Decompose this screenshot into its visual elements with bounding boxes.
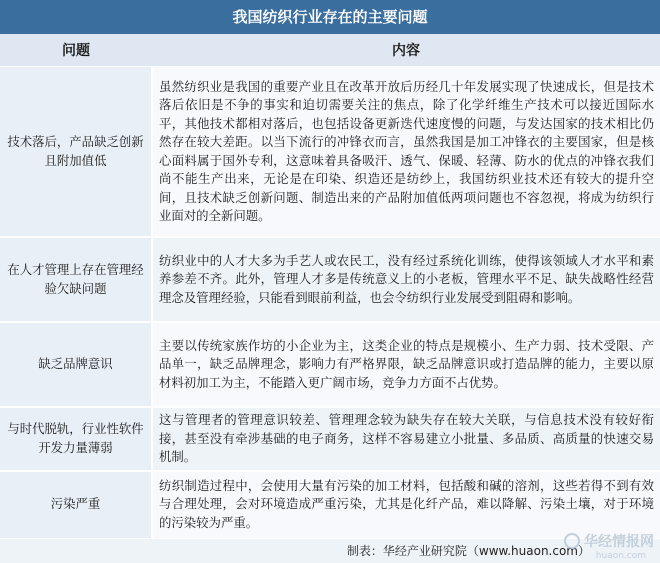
content-cell: 纺织业中的人才大多为手艺人或农民工，没有经过系统化训练，使得该领域人才水平和素养参差不齐。此外，管理人才多是传统意义上的小老板，管理水平不足、缺失战略性经营理念及管理经验，只能看到眼前利益，也会令纺织行业发展受到阻碍和影响。 (152, 237, 660, 322)
issue-cell: 与时代脱轨，行业性软件开发力量薄弱 (0, 407, 152, 471)
issue-cell: 技术落后，产品缺乏创新且附加值低 (0, 67, 152, 238)
header-content: 内容 (152, 34, 660, 67)
table-row (0, 237, 660, 322)
table-title: 我国纺织行业存在的主要问题 (0, 0, 660, 34)
watermark-logo-icon (564, 533, 580, 549)
watermark (564, 531, 654, 551)
watermark-text: 华经情报网 (584, 534, 654, 550)
header-issue: 问题 (0, 34, 152, 67)
source-footer: 制表：华经产业研究院（www.huaon.com） (0, 539, 660, 563)
issue-cell: 污染严重 (0, 471, 152, 539)
issue-cell: 在人才管理上存在管理经验欠缺问题 (0, 237, 152, 322)
issue-cell: 缺乏品牌意识 (0, 322, 152, 407)
content-cell: 这与管理者的管理意识较差、管理理念较为缺失存在较大关联，与信息技术没有较好衔接，甚至没有牵涉基础的电子商务，这样不容易建立小批量、多品质、高质量的快速交易机制。 (152, 407, 660, 471)
issues-table (0, 34, 660, 540)
header-row (0, 34, 660, 67)
content-cell: 纺织制造过程中，会使用大量有污染的加工材料，包括酸和碱的溶剂，这些若得不到有效与合理处理，会对环境造成严重污染，尤其是化纤产品，难以降解、污染土壤，对于环境的污染较为严重。 (152, 471, 660, 539)
table-row (0, 322, 660, 407)
table-row (0, 471, 660, 539)
content-cell: 主要以传统家族作坊的小企业为主，这类企业的特点是规模小、生产力弱、技术受限、产品单一，缺乏品牌理念，影响力有严格界限，缺乏品牌意识或打造品牌的能力，主要以原材料初加工为主，不能踏入更广阔市场，竞争力方面不占优势。 (152, 322, 660, 407)
watermark-url: huaon.com (595, 551, 646, 561)
content-cell: 虽然纺织业是我国的重要产业且在改革开放后历经几十年发展实现了快速成长，但是技术落后依旧是不争的事实和迫切需要关注的焦点，除了化学纤维生产技术可以接近国际水平，其他技术都相对落后，也包括设备更新迭代速度慢的问题，与发达国家的技术相比仍然存在较大差距。以当下流行的冲锋衣而言，虽然我国是加工冲锋衣的主要国家，但是核心面料属于国外专利，这意味着具备吸汗、透气、保暖、轻薄、防水的优点的冲锋衣我们尚不能生产出来，无论是在印染、织造还是纺纱上，我国纺织业技术还有较大的提升空间，且技术缺乏创新问题、制造出来的产品附加值低两项问题也不容忽视，将成为纺织行业面对的全新问题。 (152, 67, 660, 238)
table-row (0, 407, 660, 471)
table-row (0, 67, 660, 238)
